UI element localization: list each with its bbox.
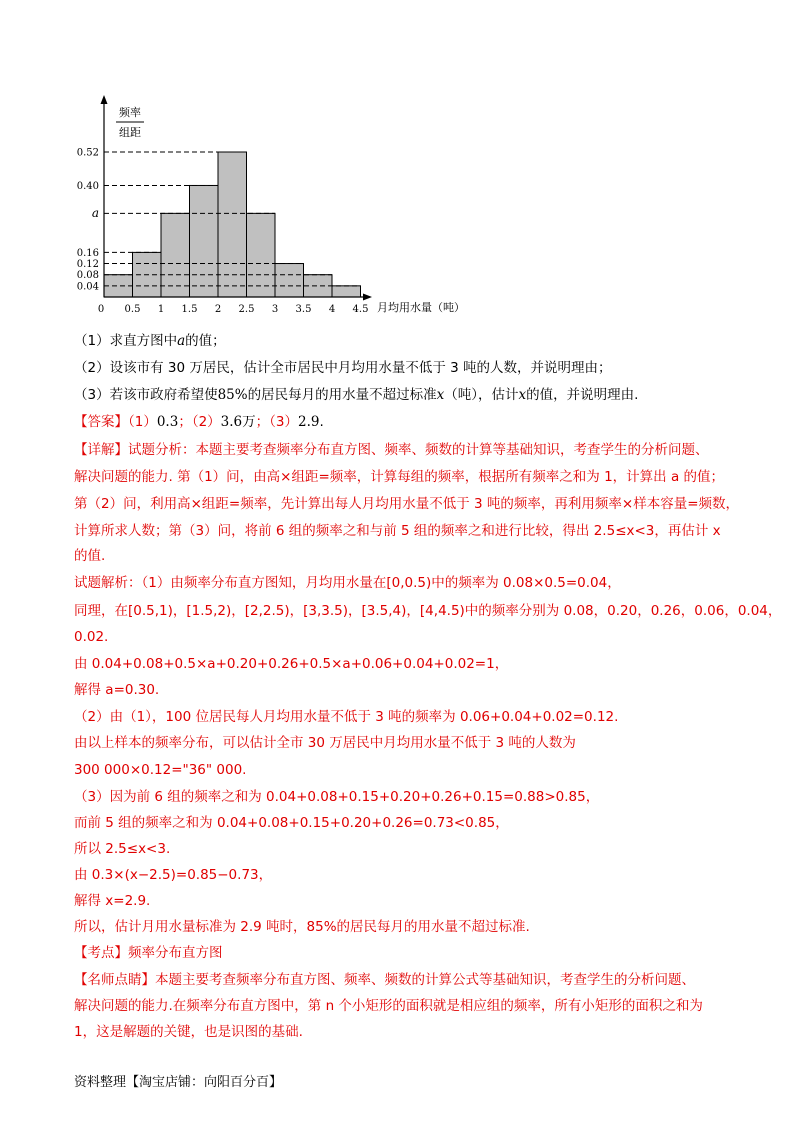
y-tick-label: 0.40 <box>76 180 99 192</box>
question-2: （2）设该市有 30 万居民，估计全市居民中月均用水量不低于 3 吨的人数，并说明理由； <box>74 360 612 376</box>
x-tick-label: 1.5 <box>181 304 198 315</box>
solution-line-5: 解得 a=0.30. <box>74 682 160 698</box>
answer-part-3: （3） <box>269 414 298 430</box>
x-tick-label: 4 <box>328 304 336 315</box>
histogram-bars <box>104 152 361 297</box>
x-tick-label: 2.5 <box>238 304 255 315</box>
answer-part-1: （1） <box>128 414 157 430</box>
solution-line-3: 0.02. <box>74 629 109 645</box>
detail-line-1 <box>74 440 709 460</box>
solution-line-12: 由 0.3×(x−2.5)=0.85−0.73， <box>74 867 273 883</box>
solution-line-2: 同理，在[0.5,1)，[1.5,2)，[2,2.5)，[3,3.5)，[3.5,4)，[4,4.5)中的频率分别为 0.08，0.20，0.26，0.06，0.04， <box>74 603 782 619</box>
histogram-chart <box>74 92 494 324</box>
y-axis-label-top: 频率 <box>119 106 141 119</box>
solution-line-11: 所以 2.5≤x<3. <box>74 841 171 857</box>
detail-line-2: 解决问题的能力. 第（1）问，由高×组距=频率，计算每组的频率，根据所有频率之和为 1，计算出 a 的值； <box>74 469 725 485</box>
solution-line-4: 由 0.04+0.08+0.5×a+0.20+0.26+0.5×a+0.06+0.04+0.02=1， <box>74 656 509 672</box>
answer-sep-2: ； <box>255 414 270 430</box>
answer-line <box>74 412 324 432</box>
y-tick-label: a <box>91 205 99 220</box>
histogram-bar <box>218 152 247 297</box>
y-axis-arrow <box>101 95 108 104</box>
question-3-tail: 的值，并说明理由. <box>526 387 639 403</box>
mingshi-line-1 <box>74 970 695 990</box>
mingshi-text-1: 本题主要考查频率分布直方图、频率、频数的计算公式等基础知识，考查学生的分析问题、 <box>155 972 695 988</box>
detail-line-5: 的值. <box>74 548 106 564</box>
kaodian-line <box>74 943 223 963</box>
y-tick-label: 0.08 <box>76 270 99 282</box>
y-tick-label: 0.52 <box>76 147 99 159</box>
question-3-variable: x <box>436 387 445 403</box>
x-tick-label: 0.5 <box>124 304 141 315</box>
solution-line-6: （2）由（1），100 位居民每人月均用水量不低于 3 吨的频率为 0.06+0.04+0.02=0.12. <box>74 709 619 725</box>
question-3-text: （3）若该市政府希望使 <box>74 387 218 403</box>
detail-text-1: 试题分析：本题主要考查频率分布直方图、频率、频数的计算等基础知识，考查学生的分析问题、 <box>128 442 709 458</box>
y-tick-label: 0.04 <box>76 281 99 293</box>
x-tick-label: 4.5 <box>352 304 369 315</box>
x-tick-label: 2 <box>214 304 222 315</box>
question-1 <box>74 331 226 351</box>
solution-line-9: （3）因为前 6 组的频率之和为 0.04+0.08+0.15+0.20+0.26+0.15=0.88>0.85， <box>74 789 600 805</box>
x-axis-arrow <box>363 294 372 301</box>
solution-line-7: 由以上样本的频率分布，可以估计全市 30 万居民中月均用水量不低于 3 吨的人数为 <box>74 735 576 751</box>
mingshi-line-3: 1，这是解题的关键，也是识图的基础. <box>74 1024 303 1040</box>
detail-label: 【详解】 <box>74 442 128 458</box>
answer-part-2: （2） <box>191 414 221 430</box>
detail-line-3: 第（2）问，利用高×组距=频率，先计算出每人月均用水量不低于 3 吨的频率，再利用频率×样本容量=频数， <box>74 496 740 512</box>
solution-line-1 <box>74 573 621 593</box>
mingshi-line-2: 解决问题的能力.在频率分布直方图中，第 n 个小矩形的面积就是相应组的频率，所有小矩形的面积之和为 <box>74 998 703 1014</box>
solution-line-8: 300 000×0.12="36" 000. <box>74 762 247 778</box>
solution-line-10: 而前 5 组的频率之和为 0.04+0.08+0.15+0.20+0.26=0.73<0.85， <box>74 815 509 831</box>
answer-sep-1: ； <box>178 414 192 430</box>
solution-line-13: 解得 x=2.9. <box>74 893 151 909</box>
histogram-bar <box>190 185 219 297</box>
question-1-tail: 的值； <box>185 333 226 349</box>
kaodian-label: 【考点】 <box>74 945 128 961</box>
answer-value-2: 3.6 <box>220 414 243 430</box>
solution-line-14: 所以，估计月用水量标准为 2.9 吨时，85%的居民每月的用水量不超过标准. <box>74 919 530 935</box>
histogram-bar <box>161 213 190 297</box>
y-tick-label: 0.12 <box>76 259 99 271</box>
question-1-text: （1）求直方图中 <box>74 333 178 349</box>
question-1-variable: a <box>177 333 186 349</box>
solution-label: 试题解析： <box>74 575 142 591</box>
question-3 <box>74 385 638 405</box>
kaodian-text: 频率分布直方图 <box>128 945 223 961</box>
histogram-bar <box>247 213 276 297</box>
histogram-bar <box>332 286 361 297</box>
answer-end: . <box>319 414 324 430</box>
y-tick-labels <box>77 148 99 293</box>
x-tick-labels <box>98 304 369 315</box>
y-axis-label-bottom: 组距 <box>119 126 141 139</box>
y-tick-label: 0.16 <box>76 247 99 259</box>
answer-unit-2: 万 <box>242 414 256 430</box>
answer-value-3: 2.9 <box>298 414 320 430</box>
answer-value-1: 0.3 <box>156 414 179 430</box>
answer-label: 【答案】 <box>74 414 128 430</box>
question-3-text-2: 的居民每月的用水量不超过标准 <box>247 387 437 403</box>
x-tick-label: 1 <box>157 304 165 315</box>
x-tick-label: 3.5 <box>295 304 312 315</box>
question-3-variable-2: x <box>518 387 527 403</box>
mingshi-label: 【名师点睛】 <box>74 972 155 988</box>
x-tick-label: 0 <box>97 304 105 315</box>
question-3-percent: 85% <box>217 387 248 403</box>
page-footer: 资料整理【淘宝店铺：向阳百分百】 <box>74 1075 283 1090</box>
question-3-text-3: （吨），估计 <box>444 387 519 403</box>
x-axis-label: 月均用水量（吨） <box>377 301 465 314</box>
solution-text-1: （1）由频率分布直方图知，月均用水量在[0,0.5)中的频率为 0.08×0.5=0.04， <box>141 575 621 591</box>
histogram-bar <box>275 264 304 297</box>
detail-line-4: 计算所求人数；第（3）问，将前 6 组的频率之和与前 5 组的频率之和进行比较，得出 2.5≤x<3，再估计 x <box>74 523 721 539</box>
x-tick-label: 3 <box>271 304 279 315</box>
